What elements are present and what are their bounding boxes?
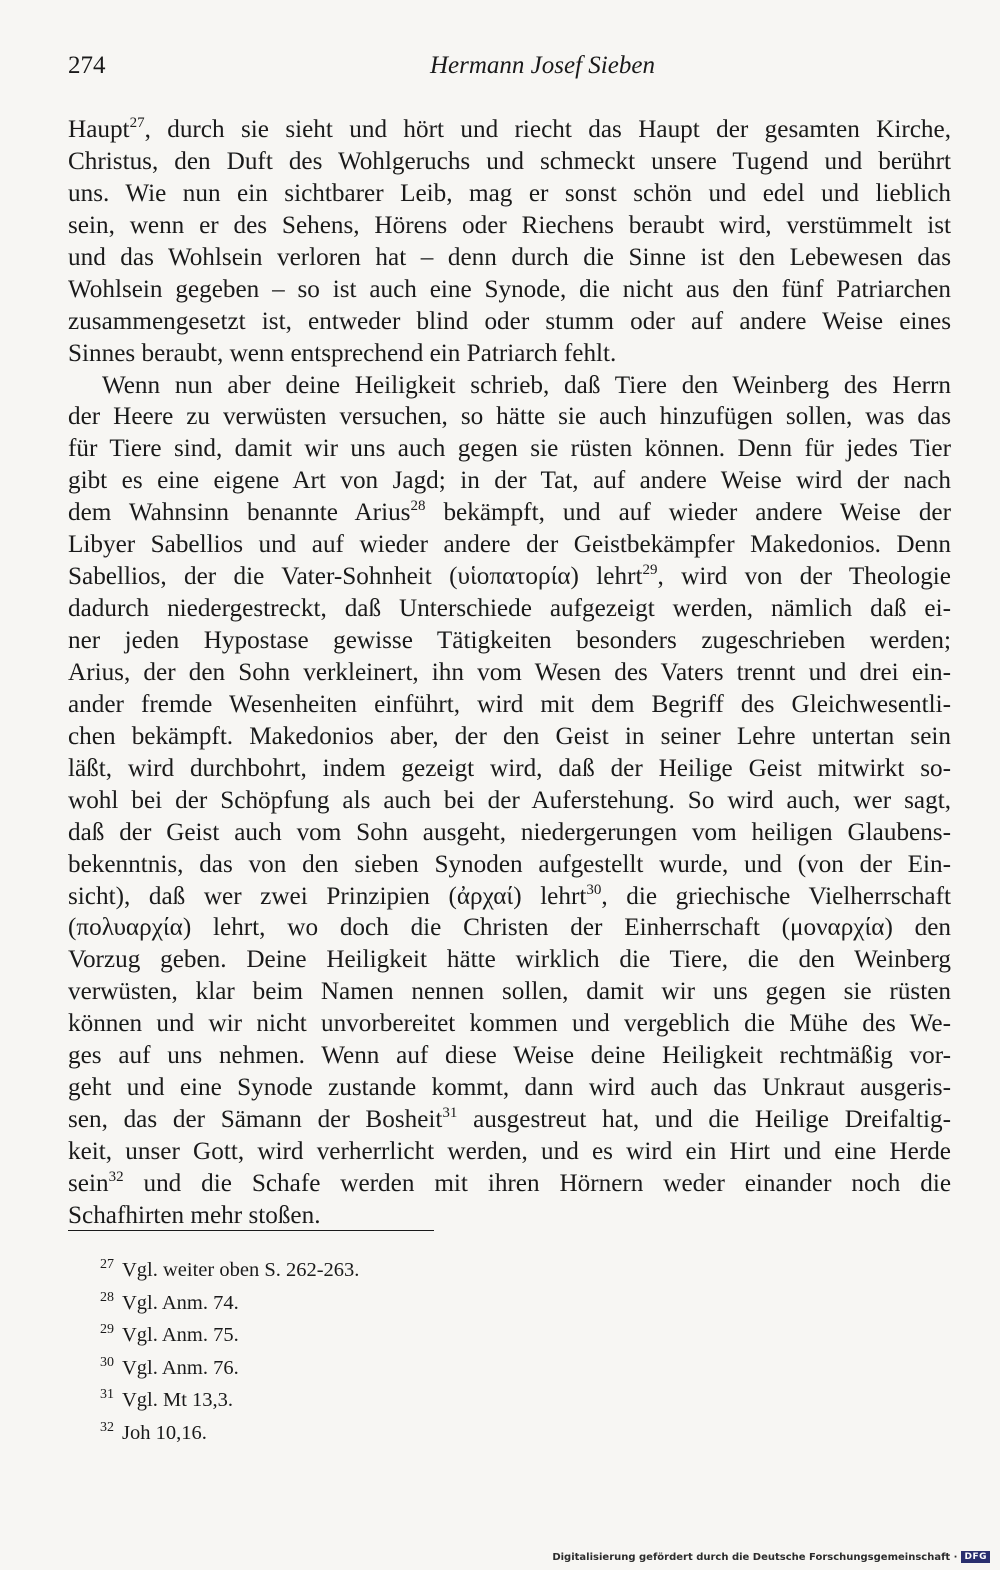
text-segment: für Tiere sind, damit wir uns auch gegen sie rüsten können. Denn für jedes Tier <box>68 435 951 463</box>
footnote-reference: 31 <box>442 1105 458 1122</box>
text-line <box>68 1072 951 1104</box>
text-line <box>68 657 951 689</box>
footnote <box>100 1282 800 1315</box>
text-segment: sicht), daß wer zwei Prinzipien (ἀρχαί) lehrt <box>68 882 587 910</box>
footnotes <box>100 1249 800 1445</box>
text-segment: sein <box>68 1169 109 1197</box>
text-segment: sen, das der Sämann der Bosheit <box>68 1106 443 1134</box>
text-line <box>68 689 951 721</box>
text-segment: sein, wenn er des Sehens, Hörens oder Riechens beraubt wird, verstümmelt ist <box>68 211 951 239</box>
text-line <box>68 146 951 178</box>
text-line <box>68 849 951 881</box>
text-segment: läßt, wird durchbohrt, indem gezeigt wird, daß der Heilige Geist mitwirkt so- <box>68 754 951 782</box>
text-segment: dem Wahnsinn benannte Arius <box>68 499 411 527</box>
text-line <box>68 1040 951 1072</box>
text-segment: Wenn nun aber deine Heiligkeit schrieb, daß Tiere den Weinberg des Herrn <box>102 371 951 399</box>
footnote-text: Joh 10,16. <box>122 1421 207 1444</box>
text-segment: , wird von der Theologie <box>657 563 951 591</box>
dfg-logo: DFG <box>961 1551 990 1563</box>
text-line <box>68 465 951 497</box>
footnote-divider <box>68 1230 434 1231</box>
text-segment: , die griechische Vielherrschaft <box>601 882 951 910</box>
page-number: 274 <box>68 52 106 79</box>
text-line <box>68 1136 951 1168</box>
text-segment: Sinnes beraubt, wenn entsprechend ein Patriarch fehlt. <box>68 339 617 367</box>
text-line <box>68 593 951 625</box>
text-line <box>68 1104 951 1136</box>
text-segment: ges auf uns nehmen. Wenn auf diese Weise deine Heiligkeit rechtmäßig vor- <box>68 1042 951 1070</box>
text-line <box>68 210 951 242</box>
footnote-text: Vgl. Anm. 76. <box>122 1356 239 1379</box>
text-segment: Haupt <box>68 116 130 143</box>
footnote-number: 31 <box>100 1387 114 1403</box>
footnote-text: Vgl. Mt 13,3. <box>122 1389 234 1412</box>
footnote-number: 27 <box>100 1257 114 1272</box>
body-text <box>68 114 951 1232</box>
text-line <box>68 433 951 465</box>
text-line <box>68 338 951 370</box>
text-segment: uns. Wie nun ein sichtbarer Leib, mag er sonst schön und edel und lieblich <box>68 179 951 207</box>
footnote-reference: 28 <box>410 498 426 515</box>
text-line <box>68 497 951 529</box>
text-line <box>68 529 951 561</box>
footnote-number: 28 <box>100 1289 114 1305</box>
text-segment: Christus, den Duft des Wohlgeruchs und schmeckt unsere Tugend und berührt <box>68 147 951 175</box>
text-line <box>68 1200 951 1232</box>
text-segment: (πολυαρχία) lehrt, wo doch die Christen der Einherrschaft (μοναρχία) den <box>68 914 951 942</box>
footnote-text: Vgl. weiter oben S. 262-263. <box>122 1259 360 1281</box>
text-segment: zusammengesetzt ist, entweder blind oder stumm oder auf andere Weise eines <box>68 307 951 335</box>
text-segment: Libyer Sabellios und auf wieder andere der Geistbekämpfer Makedonios. Denn <box>68 531 951 559</box>
text-segment: , durch sie sieht und hört und riecht das Haupt der gesamten Kirche, <box>144 116 951 143</box>
text-segment: gibt es eine eigene Art von Jagd; in der Tat, auf andere Weise wird der nach <box>68 467 951 495</box>
text-line <box>68 625 951 657</box>
footnote-text: Vgl. Anm. 75. <box>122 1324 239 1347</box>
text-line <box>68 1008 951 1040</box>
text-segment: wohl bei der Schöpfung als auch bei der Auferstehung. So wird auch, wer sagt, <box>68 786 951 814</box>
text-line <box>68 274 951 306</box>
text-segment: verwüsten, klar beim Namen nennen sollen, damit wir uns gegen sie rüsten <box>68 978 951 1006</box>
text-line <box>68 370 951 402</box>
text-segment: der Heere zu verwüsten versuchen, so hätte sie auch hinzufügen sollen, was das <box>68 403 951 431</box>
footnote-reference: 27 <box>129 115 145 131</box>
text-segment: chen bekämpft. Makedonios aber, der den Geist in seiner Lehre untertan sein <box>68 722 951 750</box>
text-line <box>68 561 951 593</box>
text-segment: ner jeden Hypostase gewisse Tätigkeiten besonders zugeschrieben werden; <box>68 627 951 654</box>
footnote <box>100 1347 800 1380</box>
text-line <box>68 242 951 274</box>
text-line <box>68 944 951 976</box>
footnote-number: 32 <box>100 1419 114 1435</box>
text-segment: geht und eine Synode zustande kommt, dann wird auch das Unkraut ausgeris- <box>68 1074 951 1102</box>
text-segment: Schafhirten mehr stoßen. <box>68 1201 321 1229</box>
text-line <box>68 306 951 338</box>
text-segment: Vorzug geben. Deine Heiligkeit hätte wirklich die Tiere, die den Weinberg <box>68 946 951 974</box>
footnote <box>100 1249 800 1282</box>
text-line <box>68 912 951 944</box>
credit-text: Digitalisierung gefördert durch die Deutsche Forschungsgemeinschaft · <box>552 1551 958 1563</box>
text-line <box>68 401 951 433</box>
footnote <box>100 1379 800 1412</box>
text-segment: ander fremde Wesenheiten einführt, wird mit dem Begriff des Gleichwesentli- <box>68 690 951 718</box>
footnote-reference: 30 <box>586 881 602 898</box>
text-line <box>68 785 951 817</box>
text-segment: Arius, der den Sohn verkleinert, ihn vom Wesen des Vaters trennt und drei ein- <box>68 658 951 686</box>
text-segment: und das Wohlsein verloren hat – denn durch die Sinne ist den Lebewesen das <box>68 243 951 271</box>
text-segment: können und wir nicht unvorbereitet kommen und vergeblich die Mühe des We- <box>68 1010 951 1038</box>
text-line <box>68 114 951 146</box>
footnote <box>100 1314 800 1347</box>
text-segment: bekämpft, und auf wieder andere Weise der <box>425 499 951 527</box>
footnote-number: 29 <box>100 1322 114 1338</box>
digitization-credit <box>552 1549 990 1565</box>
text-line <box>68 721 951 753</box>
text-segment: bekenntnis, das von den sieben Synoden aufgestellt wurde, und (von der Ein- <box>68 850 951 878</box>
footnote-reference: 29 <box>642 562 658 579</box>
text-segment: dadurch niedergestreckt, daß Unterschiede aufgezeigt werden, nämlich daß ei- <box>68 595 951 623</box>
page-header <box>68 52 948 88</box>
footnote-number: 30 <box>100 1354 114 1370</box>
running-head: Hermann Josef Sieben <box>430 52 655 79</box>
footnote-text: Vgl. Anm. 74. <box>122 1291 239 1314</box>
text-line <box>68 1168 951 1200</box>
text-segment: daß der Geist auch vom Sohn ausgeht, niedergerungen vom heiligen Glaubens- <box>68 818 951 846</box>
text-segment: Wohlsein gegeben – so ist auch eine Synode, die nicht aus den fünf Patriarchen <box>68 275 951 303</box>
text-line <box>68 976 951 1008</box>
text-line <box>68 817 951 849</box>
text-segment: und die Schafe werden mit ihren Hörnern weder einander noch die <box>123 1169 951 1197</box>
text-line <box>68 753 951 785</box>
footnote <box>100 1412 800 1445</box>
text-line <box>68 178 951 210</box>
text-segment: keit, unser Gott, wird verherrlicht werden, und es wird ein Hirt und eine Herde <box>68 1138 951 1165</box>
footnote-reference: 32 <box>108 1168 124 1185</box>
text-line <box>68 881 951 913</box>
text-segment: ausgestreut hat, und die Heilige Dreifaltig- <box>457 1106 951 1134</box>
text-segment: Sabellios, der die Vater-Sohnheit (υἱοπατορία) lehrt <box>68 563 643 591</box>
